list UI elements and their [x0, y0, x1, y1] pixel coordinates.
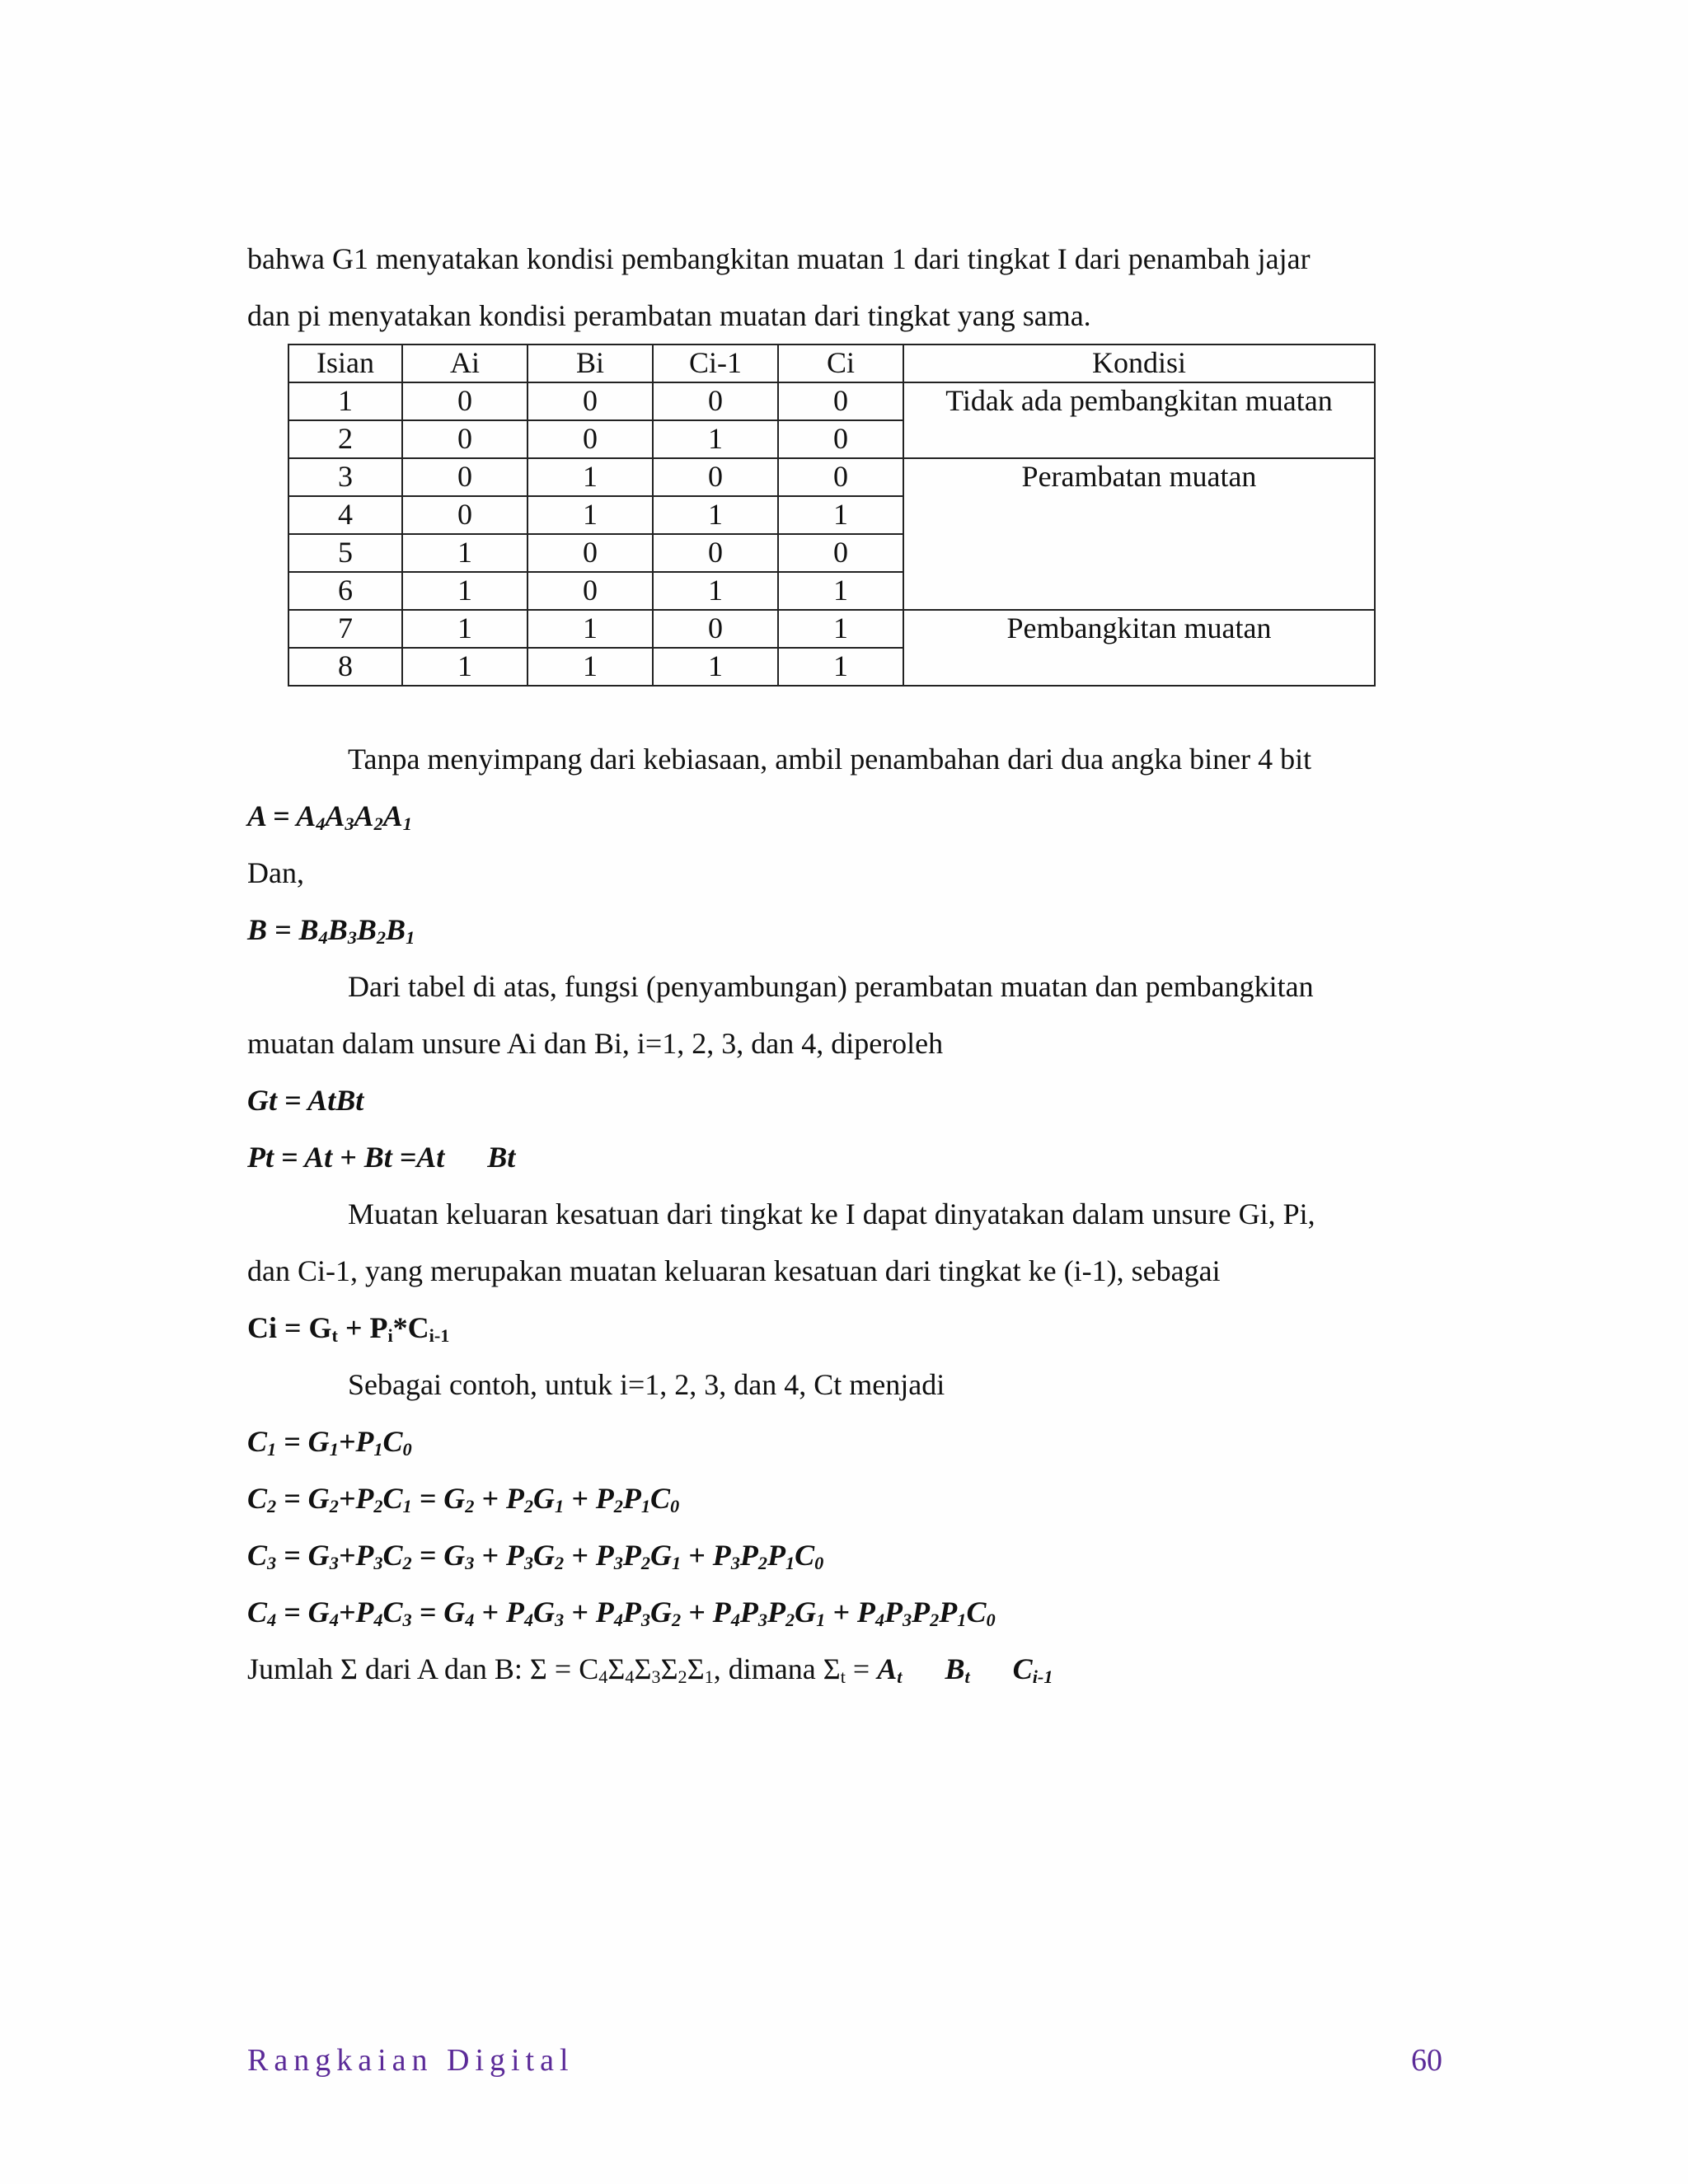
table-cell: 1: [778, 496, 903, 534]
condition-cell: Tidak ada pembangkitan muatan: [903, 382, 1375, 458]
table-cell: 1: [528, 610, 653, 648]
header-cell: Isian: [288, 344, 402, 382]
text-dan: Dan,: [247, 856, 304, 889]
table-cell: 8: [288, 648, 402, 686]
sum-prefix: Jumlah Σ dari A dan B: Σ = C: [247, 1652, 599, 1685]
equation-pt: [247, 1134, 1442, 1191]
equation-pt-bt: Bt: [487, 1141, 516, 1174]
table-cell: 0: [778, 382, 903, 420]
table-cell: 0: [402, 496, 528, 534]
footer-title: Rangkaian Digital: [247, 2043, 574, 2078]
table-cell: 0: [653, 534, 778, 572]
truth-table: [288, 344, 1376, 687]
table-cell: 2: [288, 420, 402, 458]
table-cell: 1: [402, 572, 528, 610]
equation-b: $B = B_4B_3B_2B_1$: [247, 913, 415, 948]
table-cell: 0: [653, 382, 778, 420]
table-cell: 0: [778, 458, 903, 496]
equation-pt-text: Pt = At + Bt =At: [247, 1141, 445, 1174]
table-cell: 1: [528, 496, 653, 534]
table-row: [288, 610, 1375, 648]
paragraph-2-line-1: Dari tabel di atas, fungsi (penyambungan) perambatan muatan dan pembangkitan: [348, 970, 1314, 1003]
table-cell: 1: [653, 648, 778, 686]
table-cell: 0: [653, 458, 778, 496]
equation-c1: $C_1 = G_1+P_1C_0$: [247, 1425, 412, 1460]
header-cell: Bi: [528, 344, 653, 382]
table-cell: 1: [402, 610, 528, 648]
paragraph-3-line-2: dan Ci-1, yang merupakan muatan keluaran kesatuan dari tingkat ke (i-1), sebagai: [247, 1254, 1221, 1287]
equation-gt: Gt = AtBt: [247, 1084, 364, 1117]
table-cell: 0: [528, 572, 653, 610]
table-cell: 1: [778, 648, 903, 686]
table-cell: 1: [402, 648, 528, 686]
page-footer: [247, 2042, 1442, 2079]
table-cell: 0: [528, 420, 653, 458]
table-cell: 0: [402, 420, 528, 458]
document-page: [247, 236, 1442, 1703]
table-row: [288, 458, 1375, 496]
equation-ci: $Ci = G_t + P_i*C_{i-1}$: [247, 1311, 450, 1346]
equation-c4: $C_4 = G_4+P_4C_3 = G_4 + P_4G_3 + P_4P_3G_2 + P_4P_3P_2G_1 + P_4P_3P_2P_1C_0$: [247, 1596, 996, 1630]
table-cell: 0: [402, 458, 528, 496]
intro-line-1: bahwa G1 menyatakan kondisi pembangkitan muatan 1 dari tingkat I dari penambah jajar: [247, 242, 1311, 275]
condition-cell: Pembangkitan muatan: [903, 610, 1375, 686]
paragraph-3-line-1: Muatan keluaran kesatuan dari tingkat ke I dapat dinyatakan dalam unsure Gi, Pi,: [348, 1197, 1315, 1230]
paragraph-4: Sebagai contoh, untuk i=1, 2, 3, dan 4, Ct menjadi: [348, 1368, 945, 1401]
table-cell: 7: [288, 610, 402, 648]
table-cell: 0: [778, 420, 903, 458]
table-cell: 1: [653, 572, 778, 610]
header-cell: Ai: [402, 344, 528, 382]
table-cell: 1: [288, 382, 402, 420]
table-cell: 6: [288, 572, 402, 610]
table-cell: 1: [778, 572, 903, 610]
header-cell: Kondisi: [903, 344, 1375, 382]
table-cell: 1: [402, 534, 528, 572]
paragraph-2-line-2: muatan dalam unsure Ai dan Bi, i=1, 2, 3, dan 4, diperoleh: [247, 1027, 944, 1060]
table-cell: 0: [778, 534, 903, 572]
table-cell: 0: [402, 382, 528, 420]
header-cell: Ci-1: [653, 344, 778, 382]
equation-a: $A = A_4A_3A_2A_1$: [247, 799, 412, 834]
table-cell: 1: [653, 420, 778, 458]
table-cell: 0: [528, 534, 653, 572]
equation-c3: $C_3 = G_3+P_3C_2 = G_3 + P_3G_2 + P_3P_2G_1 + P_3P_2P_1C_0$: [247, 1539, 824, 1573]
header-cell: Ci: [778, 344, 903, 382]
table-cell: 4: [288, 496, 402, 534]
table-cell: 1: [778, 610, 903, 648]
equation-c2: $C_2 = G_2+P_2C_1 = G_2 + P_2G_1 + P_2P_1C_0$: [247, 1482, 680, 1516]
table-cell: 0: [528, 382, 653, 420]
paragraph-1: Tanpa menyimpang dari kebiasaan, ambil penambahan dari dua angka biner 4 bit: [348, 743, 1312, 776]
page-number: 60: [1411, 2043, 1442, 2078]
intro-line-2: dan pi menyatakan kondisi perambatan muatan dari tingkat yang sama.: [247, 299, 1091, 332]
condition-cell: Perambatan muatan: [903, 458, 1375, 610]
table-cell: 1: [653, 496, 778, 534]
table-header-row: [288, 344, 1375, 382]
table-cell: 1: [528, 458, 653, 496]
table-row: [288, 382, 1375, 420]
table-cell: 0: [653, 610, 778, 648]
table-cell: 5: [288, 534, 402, 572]
sum-line: Jumlah Σ dari A dan B: $\Sigma = C_4\Sigma_4\Sigma_3\Sigma_2\Sigma_1$, dimana $\Sigma_t = A_t$ $B_t$ $C_{i-1}$: [247, 1652, 1053, 1687]
table-cell: 3: [288, 458, 402, 496]
table-cell: 1: [528, 648, 653, 686]
